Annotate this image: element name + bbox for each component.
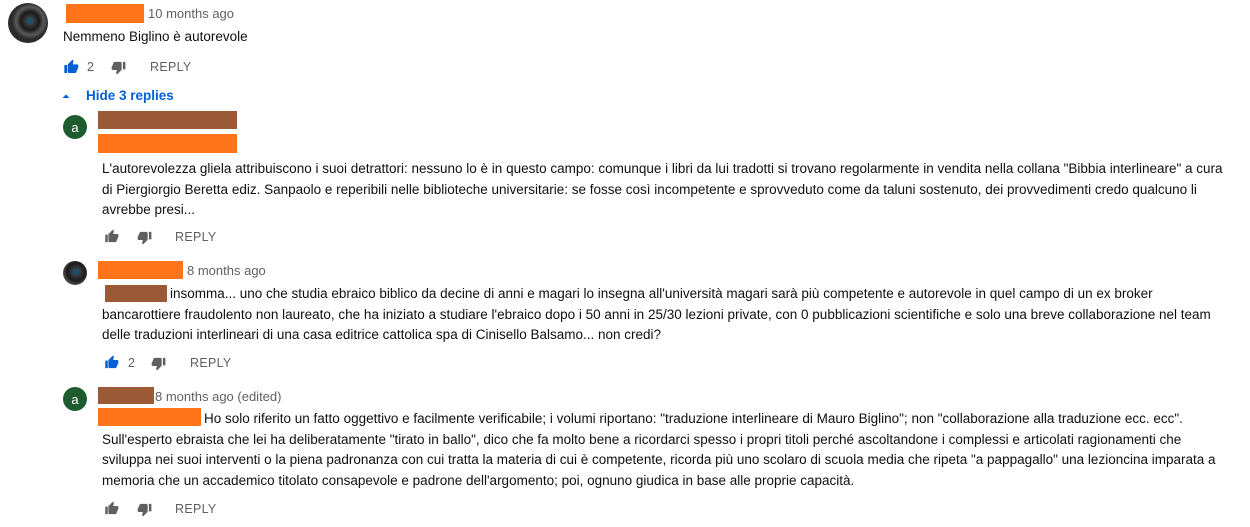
avatar[interactable] bbox=[63, 115, 87, 139]
reply-text: insomma... uno che studia ebraico biblico da decine di anni e magari lo insegna all'università magari sarà più competente e autorevole in quel campo di un ex broker bancarottiere fraudolento non laureato, che ha iniziato a studiare l'ebraico dopo i 50 anni in 25/30 lezioni private, con 0 pubblicazioni scientifiche e solo una breve collaborazione nel team delle traduzioni interlineari di una casa editrice cattolica spa di Cinisello Balsamo... non credi? bbox=[102, 286, 1211, 342]
avatar[interactable] bbox=[63, 261, 87, 285]
thumb-up-icon bbox=[103, 229, 120, 244]
dislike-button[interactable] bbox=[136, 502, 153, 517]
comment-timestamp[interactable]: 10 months ago bbox=[148, 6, 235, 21]
dislike-button[interactable] bbox=[150, 356, 167, 371]
dislike-button[interactable] bbox=[136, 230, 153, 245]
author-name-redacted[interactable] bbox=[98, 261, 183, 279]
reply-timestamp[interactable]: 8 months ago bbox=[187, 263, 266, 278]
avatar-letter: a bbox=[71, 391, 79, 407]
reply-timestamp[interactable]: 8 months ago (edited) bbox=[155, 389, 282, 404]
comment-text: Nemmeno Biglino è autorevole bbox=[63, 29, 248, 44]
author-name-redacted[interactable] bbox=[98, 387, 154, 404]
thumb-up-icon bbox=[103, 501, 120, 516]
like-button[interactable] bbox=[62, 59, 80, 75]
author-name-redacted[interactable] bbox=[66, 4, 144, 23]
avatar[interactable] bbox=[8, 3, 48, 43]
thumb-down-icon bbox=[150, 356, 167, 371]
avatar[interactable] bbox=[63, 387, 87, 411]
reply-button[interactable]: REPLY bbox=[175, 502, 217, 516]
reply-text: Ho solo riferito un fatto oggettivo e facilmente verificabile; i volumi riportano: "traduzione interlineare di Mauro Biglino"; non "collaborazione alla traduzione ecc. ecc". Sull'esperto ebraista che lei ha deliberatamente "tirato in ballo", dico che fa molto bene a ricordarci spesso i propri titoli perché ascoltandone i complessi e articolati ragionamenti che sviluppa nei suoi interventi o la piena padronanza con cui tratta la materia di cui è competente, ricorda più uno scolaro di scuola media che ripeta "a pappagallo" una lezioncina imparata a memoria che un accademico titolato consapevole e padrone dell'argomento; poi, ognuno giudica in base alle proprie capacità. bbox=[102, 411, 1216, 488]
thumb-up-icon bbox=[62, 59, 80, 75]
like-button[interactable] bbox=[103, 355, 120, 370]
author-name-redacted[interactable] bbox=[98, 111, 237, 129]
like-count: 2 bbox=[128, 356, 135, 370]
dislike-button[interactable] bbox=[110, 60, 127, 75]
like-button[interactable] bbox=[103, 229, 120, 244]
thumb-down-icon bbox=[110, 60, 127, 75]
hide-replies-button[interactable] bbox=[60, 88, 174, 103]
hide-replies-label: Hide 3 replies bbox=[86, 88, 174, 103]
like-button[interactable] bbox=[103, 501, 120, 516]
reply-button[interactable]: REPLY bbox=[150, 60, 192, 74]
reply-button[interactable]: REPLY bbox=[175, 230, 217, 244]
author-name-redacted[interactable] bbox=[98, 134, 237, 153]
caret-up-icon bbox=[60, 91, 72, 101]
avatar-letter: a bbox=[71, 119, 79, 135]
like-count: 2 bbox=[87, 60, 94, 74]
reply-text: L'autorevolezza gliela attribuiscono i suoi detrattori: nessuno lo è in questo campo: comunque i libri da lui tradotti si trovano regolarmente in vendita nella collana "Bibbia interlineare" a cura di Piergiorgio Beretta ediz. Sanpaolo e reperibili nelle biblioteche universitarie: se fosse così incompetente e sprovveduto come da taluni sostenuto, dei provvedimenti credo qualcuno li avrebbe presi... bbox=[102, 161, 1223, 217]
thumb-up-icon bbox=[103, 355, 120, 370]
thumb-down-icon bbox=[136, 230, 153, 245]
thumb-down-icon bbox=[136, 502, 153, 517]
reply-button[interactable]: REPLY bbox=[190, 356, 232, 370]
